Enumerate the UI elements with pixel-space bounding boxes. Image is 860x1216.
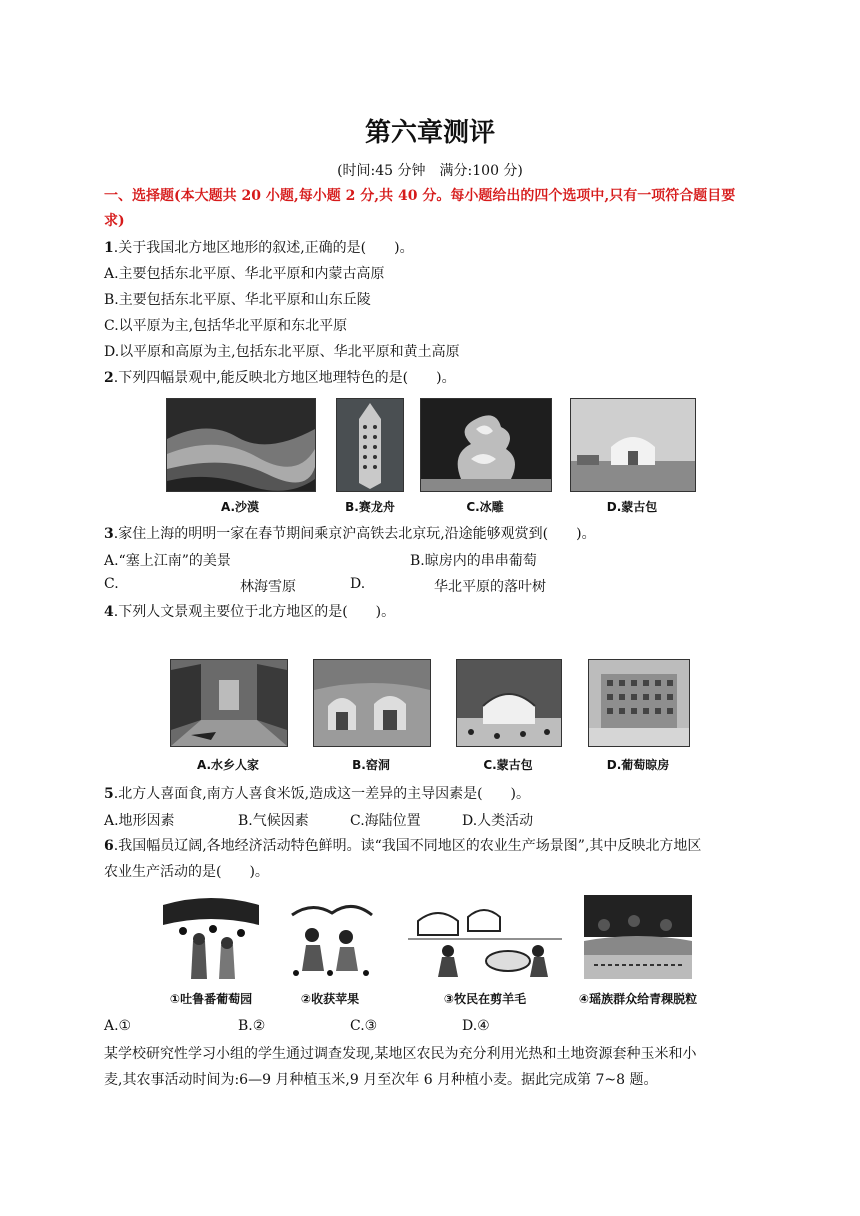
passage-line2: 麦,其农事活动时间为:6—9 月种植玉米,9 月至次年 6 月种植小麦。据此完成第 7~8 题。 (104, 1072, 658, 1088)
question-5-stem (104, 784, 530, 804)
question-3-option-d-letter: D. (350, 576, 366, 592)
caption-grape-drying-house: D.葡萄晾房 (606, 758, 670, 772)
caption-grape-garden: ①吐鲁番葡萄园 (169, 992, 253, 1006)
time-score-info: (时间:45 分钟 满分:100 分) (337, 163, 523, 179)
passage-line1: 某学校研究性学习小组的学生通过调查发现,某地区农民为充分利用光热和土地资源套种玉米和小 (104, 1046, 697, 1062)
question-text: .我国幅员辽阔,各地经济活动特色鲜明。读“我国不同地区的农业生产场景图”,其中反映北方地区 (113, 838, 702, 854)
caption-water-town: A.水乡人家 (196, 758, 260, 772)
caption-ice-sculpture: C.冰雕 (466, 500, 504, 514)
caption-mongolian-yurt: C.蒙古包 (483, 758, 533, 772)
question-3-option-c-letter: C. (104, 576, 119, 592)
question-4-stem (104, 602, 395, 622)
question-text: .北方人喜面食,南方人喜食米饭,造成这一差异的主导因素是( )。 (113, 786, 531, 802)
question-3-stem (104, 524, 596, 544)
question-text: .家住上海的明明一家在春节期间乘京沪高铁去北京玩,沿途能够观赏到( )。 (113, 526, 596, 542)
question-3-option-c-text: 林海雪原 (240, 579, 296, 595)
grape-drying-house-photo (588, 659, 690, 747)
question-number: 2 (104, 370, 114, 386)
cave-dwelling-photo (313, 659, 431, 747)
question-5-option-a: A.地形因素 (104, 813, 175, 829)
caption-yurt: D.蒙古包 (606, 500, 658, 514)
highland-barley-threshing-sketch (584, 895, 692, 979)
question-number: 3 (104, 526, 114, 542)
caption-dragon-boat: B.赛龙舟 (345, 500, 395, 514)
ice-sculpture-photo (420, 398, 552, 492)
question-3-option-d-text: 华北平原的落叶树 (434, 579, 546, 595)
question-3-option-a: A.“塞上江南”的美景 (104, 553, 231, 569)
question-number: 6 (104, 838, 114, 854)
question-1-option-b: B.主要包括东北平原、华北平原和山东丘陵 (104, 292, 371, 308)
caption-cave-dwelling: B.窑洞 (352, 758, 390, 772)
grape-garden-sketch (163, 895, 259, 979)
question-text: .下列四幅景观中,能反映北方地区地理特色的是( )。 (113, 370, 456, 386)
question-1-stem (104, 238, 414, 258)
question-5-option-c: C.海陆位置 (350, 813, 421, 829)
question-6-stem-line1 (104, 836, 701, 856)
question-6-option-b: B.② (238, 1018, 266, 1034)
question-text: .关于我国北方地区地形的叙述,正确的是( )。 (113, 240, 414, 256)
question-text: .下列人文景观主要位于北方地区的是( )。 (113, 604, 396, 620)
caption-apple-harvest: ②收获苹果 (300, 992, 360, 1006)
question-3-option-b: B.晾房内的串串葡萄 (410, 553, 537, 569)
caption-sheep-shearing: ③牧民在剪羊毛 (443, 992, 527, 1006)
question-6-option-c: C.③ (350, 1018, 378, 1034)
question-1-option-a: A.主要包括东北平原、华北平原和内蒙古高原 (104, 266, 385, 282)
question-6-option-d: D.④ (462, 1018, 490, 1034)
question-5-option-b: B.气候因素 (238, 813, 309, 829)
dragon-boat-photo (336, 398, 404, 492)
section-heading-line1: 一、选择题(本大题共 20 小题,每小题 2 分,共 40 分。每小题给出的四个选项中,只有一项符合题目要 (104, 188, 736, 204)
question-number: 5 (104, 786, 114, 802)
caption-barley-threshing: ④瑶族群众给青稞脱粒 (578, 992, 698, 1006)
desert-photo (166, 398, 316, 492)
question-5-option-d: D.人类活动 (462, 813, 534, 829)
apple-harvest-sketch (282, 895, 378, 979)
question-6-option-a: A.① (104, 1018, 132, 1034)
page-title: 第六章测评 (364, 118, 495, 148)
question-number: 1 (104, 240, 114, 256)
caption-desert: A.沙漠 (220, 500, 260, 514)
mongolian-yurt-photo (456, 659, 562, 747)
sheep-shearing-sketch (408, 895, 562, 979)
water-town-photo (170, 659, 288, 747)
question-6-stem-line2: 农业生产活动的是( )。 (104, 864, 269, 880)
question-1-option-d: D.以平原和高原为主,包括东北平原、华北平原和黄土高原 (104, 344, 460, 360)
yurt-photo (570, 398, 696, 492)
question-1-option-c: C.以平原为主,包括华北平原和东北平原 (104, 318, 348, 334)
question-2-stem (104, 368, 456, 388)
section-heading-line2: 求) (104, 213, 125, 229)
question-number: 4 (104, 604, 114, 620)
